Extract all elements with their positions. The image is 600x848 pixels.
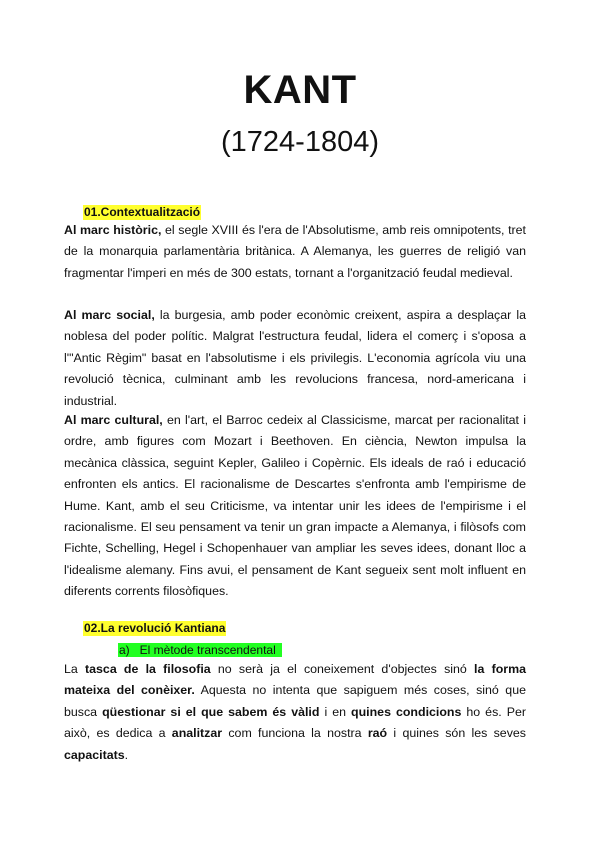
text-run: .	[124, 747, 129, 762]
paragraph-lead: Al marc social,	[64, 308, 155, 322]
text-run: ho és. Per això, es dedica a	[64, 704, 526, 741]
subsection-heading-metode-transcendental: a) El mètode transcendental	[118, 643, 282, 657]
paragraph-lead: Al marc cultural,	[64, 413, 163, 427]
paragraph-text: el segle XVIII és l'era de l'Absolutisme, amb reis omnipotents, tret de la monarquia parlamentària britànica. A Alemanya, les guerres de religió van fragmentar l'imperi en més de 300 estats, tornant a l'organització feudal medieval.	[64, 223, 527, 280]
paragraph-marc-cultural	[64, 410, 526, 603]
text-run: i en	[319, 704, 352, 719]
bold-run: qüestionar si el que sabem és vàlid	[102, 704, 320, 719]
bold-run: quines condicions	[351, 704, 462, 719]
section-heading-revolucio-kantiana: 02.La revolució Kantiana	[84, 621, 226, 635]
paragraph-tasca-filosofia	[64, 659, 526, 766]
text-run: Aquesta no intenta que sapiguem més coses, sinó que busca	[64, 683, 526, 719]
paragraph-marc-social	[64, 305, 526, 412]
paragraph-text: la burgesia, amb poder econòmic creixent, aspira a desplaçar la noblesa del poder polític. Malgrat l'estructura feudal, lidera el comerç i s'oposa a l'"Antic Règim" basat en l'absolutisme i els privilegis. L'economia agrícola viu una revolució tècnica, culminant amb les revolucions francesa, nord-americana i industrial.	[64, 308, 527, 408]
document-title: KANT	[243, 68, 357, 112]
paragraph-lead: Al marc històric,	[64, 223, 162, 237]
bold-run: capacitats	[64, 747, 125, 762]
text-run: no serà ja el coneixement d'objectes sinó	[210, 662, 475, 676]
document-years: (1724-1804)	[221, 126, 379, 158]
text-run: com funciona la nostra	[222, 726, 368, 741]
bold-run: tasca de la filosofia	[85, 662, 211, 676]
bold-run: analitzar	[171, 726, 223, 741]
section-heading-contextualitzacio: 01.Contextualització	[84, 205, 201, 219]
paragraph-marc-historic	[64, 220, 526, 284]
bold-run: raó	[367, 726, 388, 741]
bold-run: la forma mateixa del conèixer.	[64, 662, 527, 698]
text-run: La	[64, 662, 86, 676]
text-run: i quines són les seves	[387, 726, 526, 741]
paragraph-text: en l'art, el Barroc cedeix al Classicisme, marcat per racionalitat i ordre, amb figures com Mozart i Beethoven. En ciència, Newton impulsa la mecànica clàssica, seguint Kepler, Galileo i Copèrnic. Els ideals de raó i educació enfronten els antics. El racionalisme de Descartes s'enfronta amb l'empirisme de Hume. Kant, amb el seu Criticisme, va intentar unir les idees de l'empirisme i el racionalisme. El seu pensament va tenir un gran impacte a Alemanya, i filòsofs com Fichte, Schelling, Hegel i Schopenhauer van ampliar les seves idees, donant lloc a l'idealisme alemany. Fins avui, el pensament de Kant segueix sent molt influent en diferents corrents filosòfiques.	[64, 413, 526, 599]
